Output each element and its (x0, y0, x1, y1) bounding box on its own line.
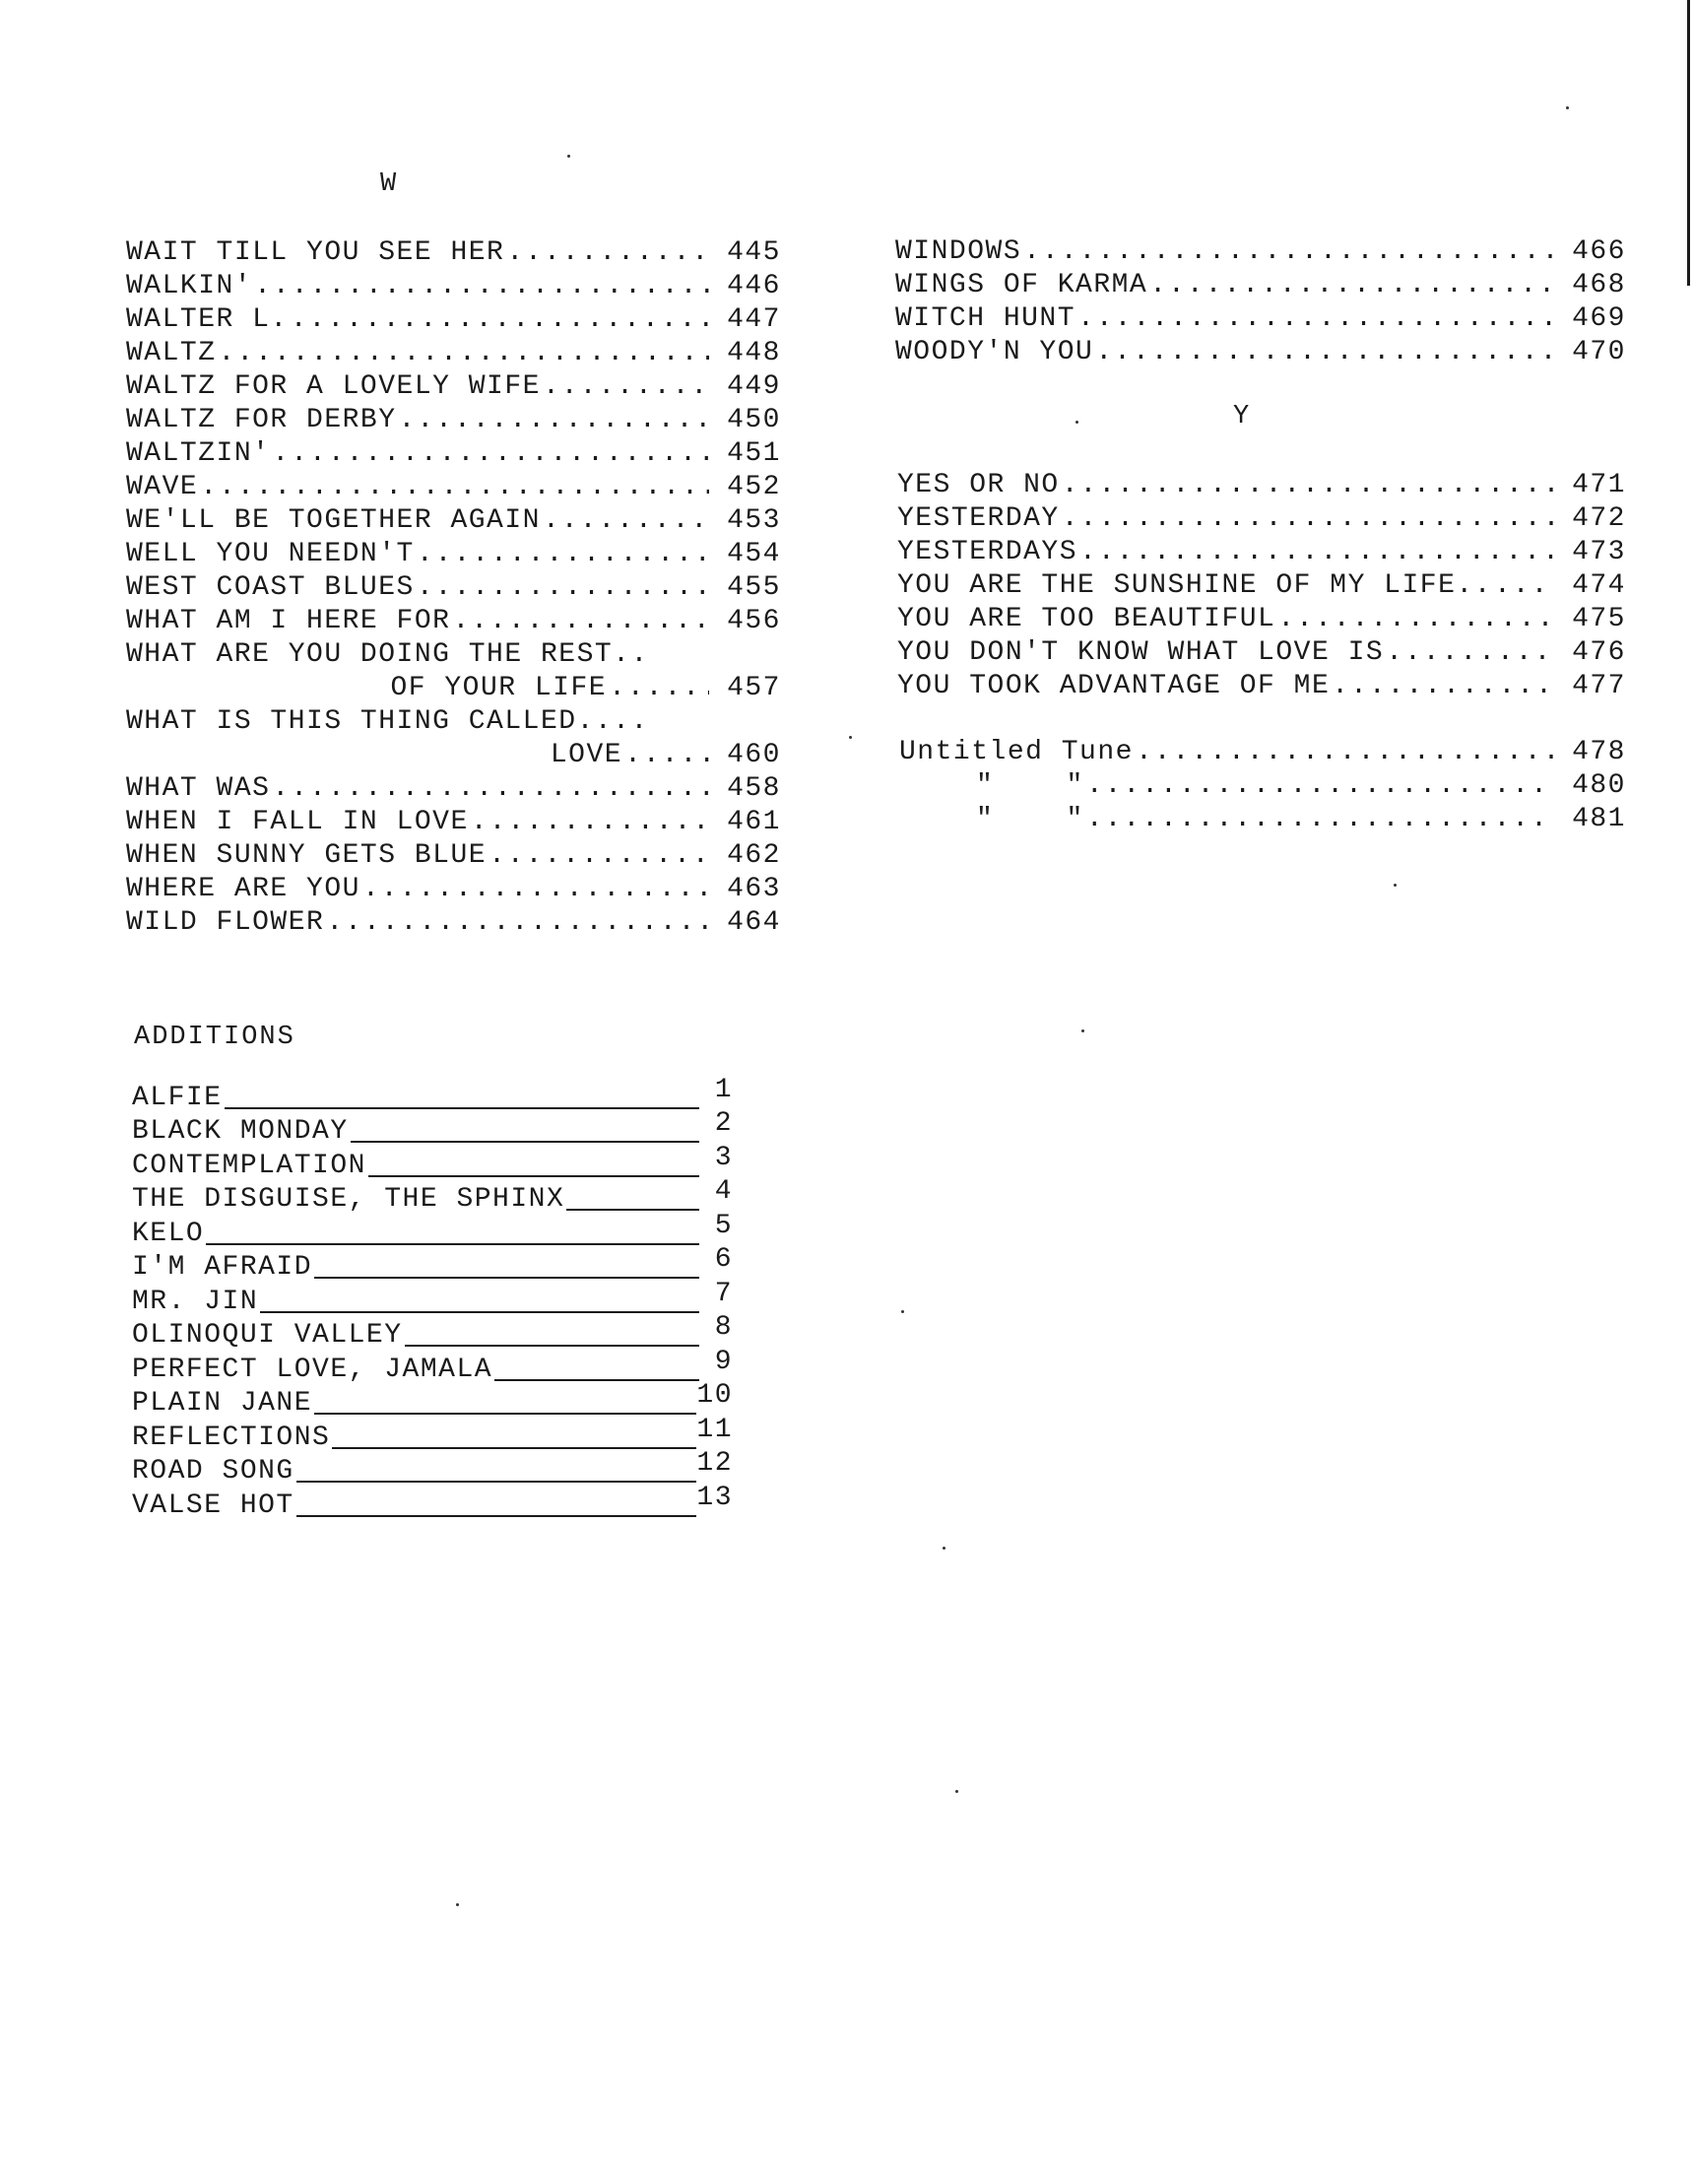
addition-page-number: 4 (714, 1176, 733, 1207)
dot-leader (200, 471, 709, 504)
dot-leader (1079, 536, 1554, 569)
index-entry-wings-of-karma (895, 269, 1626, 302)
index-column-w-left (126, 236, 781, 940)
scan-speck (901, 1310, 904, 1313)
index-entry-waltz-for-a-lovely-wife (126, 370, 781, 404)
entry-page-number: 476 (1572, 637, 1626, 668)
dot-leader (1023, 235, 1554, 269)
index-entry-west-coast-blues (126, 571, 781, 605)
index-column-w-right (895, 235, 1626, 369)
dot-leader (471, 806, 709, 839)
entry-page-number: 451 (727, 438, 781, 469)
addition-entry-olinoqui-valley (132, 1312, 733, 1352)
addition-page-number: 7 (714, 1278, 733, 1309)
entry-title: YOU DON'T KNOW WHAT LOVE IS (897, 637, 1385, 668)
entry-title: WALTZIN' (126, 438, 271, 469)
entry-title: WALTZ FOR DERBY (126, 405, 397, 435)
entry-title: WALKIN' (126, 271, 253, 301)
entry-page-number: 448 (727, 338, 781, 368)
entry-page-number: 453 (727, 505, 781, 536)
entry-page-number: 477 (1572, 671, 1626, 701)
underline-rule (314, 1413, 696, 1415)
addition-title: THE DISGUISE, THE SPHINX (132, 1184, 565, 1215)
entry-page-number: 473 (1572, 537, 1626, 567)
entry-title: WELL YOU NEEDN'T (126, 539, 415, 569)
scan-speck (1566, 106, 1569, 109)
entry-title: " " (976, 770, 1084, 801)
entry-title: WALTZ FOR A LOVELY WIFE (126, 371, 541, 402)
dot-leader (609, 672, 709, 705)
index-entry-you-are-the-sunshine-of-my-life (897, 569, 1626, 603)
index-entry-wait-till-you-see-her (126, 236, 781, 270)
dot-leader (1386, 636, 1554, 670)
entry-title: WHAT WAS (126, 773, 271, 804)
addition-entry-contemplation (132, 1142, 733, 1181)
entry-title: WITCH HUNT (895, 303, 1076, 334)
dot-leader (326, 906, 709, 940)
index-entry-well-you-needn-t (126, 538, 781, 571)
dot-leader (291, 303, 709, 337)
dot-leader (417, 538, 709, 571)
dot-leader (362, 873, 709, 906)
scan-edge-line (1687, 0, 1690, 286)
entry-page-number: 462 (727, 840, 781, 871)
additions-heading: ADDITIONS (134, 1023, 295, 1052)
additions-list (132, 1074, 733, 1521)
index-entry-witch-hunt (895, 302, 1626, 336)
addition-entry-plain-jane (132, 1380, 733, 1420)
addition-title: CONTEMPLATION (132, 1150, 366, 1181)
index-entry-what-am-i-here-for (126, 605, 781, 638)
index-entry-where-are-you (126, 873, 781, 906)
index-entry-untitled-tune (899, 736, 1626, 769)
entry-page-number: 480 (1572, 770, 1626, 801)
entry-page-number: 455 (727, 572, 781, 603)
entry-title: WHAT IS THIS THING CALLED.... (126, 706, 649, 737)
entry-title-continuation: LOVE (550, 740, 623, 770)
entry-page-number: 457 (727, 673, 781, 703)
entry-title: WALTER L. (126, 304, 289, 335)
index-entry-continuation (126, 672, 781, 705)
addition-title: KELO (132, 1218, 205, 1249)
dot-leader (1077, 302, 1554, 336)
entry-title: WHAT AM I HERE FOR (126, 606, 451, 636)
dot-leader (489, 839, 709, 873)
entry-page-number: 463 (727, 874, 781, 904)
index-entry-you-took-advantage-of-me (897, 670, 1626, 703)
index-entry-you-don-t-know-what-love-is (897, 636, 1626, 670)
addition-entry-reflections (132, 1414, 733, 1453)
addition-page-number: 12 (696, 1448, 733, 1479)
underline-rule (566, 1209, 699, 1211)
underline-rule (296, 1515, 697, 1517)
index-entry-what-are-you-doing-the-rest (126, 638, 781, 672)
underline-rule (368, 1175, 699, 1177)
addition-title: PERFECT LOVE, JAMALA (132, 1354, 493, 1385)
index-entry-continuation (126, 739, 781, 772)
dot-leader (1494, 569, 1554, 603)
index-entry-ditto (899, 803, 1626, 836)
dot-leader (1086, 769, 1554, 803)
addition-title: MR. JIN (132, 1286, 259, 1317)
addition-title: REFLECTIONS (132, 1422, 331, 1453)
entry-page-number: 475 (1572, 604, 1626, 634)
addition-entry-valse-hot (132, 1482, 733, 1521)
entry-title: WALTZ (126, 338, 217, 368)
section-heading-w: W (380, 169, 398, 199)
addition-page-number: 3 (714, 1142, 733, 1173)
dot-leader (1277, 603, 1554, 636)
underline-rule (260, 1311, 699, 1313)
addition-title: VALSE HOT (132, 1489, 294, 1521)
entry-title: WAVE (126, 472, 199, 502)
entry-page-number: 478 (1572, 737, 1626, 767)
entry-title: YES OR NO (897, 470, 1060, 500)
scan-speck (1075, 421, 1078, 424)
entry-title: " " (976, 804, 1084, 834)
section-heading-y: Y (1233, 402, 1251, 431)
entry-page-number: 447 (727, 304, 781, 335)
entry-page-number: 471 (1572, 470, 1626, 500)
index-entry-what-was (126, 772, 781, 806)
dot-leader (543, 504, 709, 538)
index-entry-yesterday (897, 502, 1626, 536)
underline-rule (296, 1481, 697, 1483)
entry-title: YOU ARE TOO BEAUTIFUL (897, 604, 1276, 634)
entry-title: WHEN SUNNY GETS BLUE (126, 840, 488, 871)
entry-page-number: 449 (727, 371, 781, 402)
dot-leader (399, 404, 710, 437)
entry-page-number: 458 (727, 773, 781, 804)
index-entry-wild-flower (126, 906, 781, 940)
index-column-y (897, 469, 1626, 703)
underline-rule (314, 1277, 699, 1279)
entry-title: WHEN I FALL IN LOVE (126, 807, 469, 837)
index-column-untitled (899, 736, 1626, 836)
scan-speck (955, 1790, 958, 1793)
entry-page-number: 481 (1572, 804, 1626, 834)
entry-page-number: 460 (727, 740, 781, 770)
entry-page-number: 445 (727, 237, 781, 268)
addition-entry-black-monday (132, 1108, 733, 1148)
entry-title: YOU ARE THE SUNSHINE OF MY LIFE.. (897, 570, 1492, 601)
addition-title: OLINOQUI VALLEY (132, 1320, 403, 1351)
addition-title: BLACK MONDAY (132, 1116, 349, 1147)
addition-title: PLAIN JANE (132, 1388, 313, 1419)
entry-title: WEST COAST BLUES (126, 572, 415, 603)
index-entry-ditto (899, 769, 1626, 803)
entry-page-number: 470 (1572, 337, 1626, 367)
entry-page-number: 466 (1572, 236, 1626, 267)
dot-leader (417, 571, 709, 605)
addition-page-number: 9 (714, 1346, 733, 1377)
dot-leader (543, 370, 709, 404)
scan-speck (456, 1903, 459, 1906)
entry-page-number: 450 (727, 405, 781, 435)
dot-leader (219, 337, 710, 370)
entry-page-number: 446 (727, 271, 781, 301)
entry-title: WINGS OF KARMA (895, 270, 1148, 300)
addition-title: I'M AFRAID (132, 1252, 313, 1283)
entry-page-number: 474 (1572, 570, 1626, 601)
addition-entry-road-song (132, 1448, 733, 1488)
entry-page-number: 464 (727, 907, 781, 938)
index-entry-woody-n-you (895, 336, 1626, 369)
entry-title-continuation: OF YOUR LIFE (390, 673, 608, 703)
index-entry-waltz-for-derby (126, 404, 781, 437)
entry-page-number: 469 (1572, 303, 1626, 334)
addition-entry-mr-jin (132, 1278, 733, 1317)
dot-leader (272, 437, 709, 471)
addition-page-number: 2 (714, 1108, 733, 1139)
dot-leader (1095, 336, 1554, 369)
addition-title: ROAD SONG (132, 1456, 294, 1487)
dot-leader (254, 270, 709, 303)
addition-page-number: 8 (714, 1312, 733, 1343)
underline-rule (494, 1379, 699, 1381)
addition-page-number: 10 (696, 1380, 733, 1411)
entry-title: YOU TOOK ADVANTAGE OF ME (897, 671, 1331, 701)
entry-title: WHERE ARE YOU (126, 874, 360, 904)
underline-rule (206, 1243, 699, 1245)
scan-speck (567, 155, 570, 158)
entry-title: WE'LL BE TOGETHER AGAIN (126, 505, 541, 536)
index-entry-when-sunny-gets-blue (126, 839, 781, 873)
underline-rule (225, 1107, 699, 1109)
addition-page-number: 13 (696, 1482, 733, 1513)
entry-title: WAIT TILL YOU SEE HER (126, 237, 505, 268)
underline-rule (351, 1141, 699, 1143)
addition-entry-i-m-afraid (132, 1244, 733, 1284)
addition-entry-perfect-love-jamala (132, 1346, 733, 1385)
index-entry-we-ll-be-together-again (126, 504, 781, 538)
entry-title: YESTERDAY (897, 503, 1060, 534)
underline-rule (405, 1345, 699, 1347)
entry-page-number: 456 (727, 606, 781, 636)
entry-page-number: 454 (727, 539, 781, 569)
scan-speck (1394, 884, 1397, 887)
addition-entry-the-disguise-the-sphinx (132, 1176, 733, 1216)
addition-entry-alfie (132, 1074, 733, 1113)
index-entry-waltzin (126, 437, 781, 471)
dot-leader (1062, 502, 1554, 536)
entry-title: WINDOWS (895, 236, 1022, 267)
entry-title: WILD FLOWER (126, 907, 325, 938)
entry-title: WOODY'N YOU (895, 337, 1094, 367)
scan-speck (943, 1547, 945, 1550)
index-entry-yes-or-no (897, 469, 1626, 502)
entry-page-number: 452 (727, 472, 781, 502)
entry-title: YESTERDAYS (897, 537, 1078, 567)
entry-page-number: 461 (727, 807, 781, 837)
scan-speck (849, 736, 852, 739)
index-entry-walter-l (126, 303, 781, 337)
dot-leader (1062, 469, 1554, 502)
scan-speck (1081, 1029, 1084, 1032)
index-entry-what-is-this-thing-called (126, 705, 781, 739)
addition-page-number: 5 (714, 1210, 733, 1241)
index-entry-when-i-fall-in-love (126, 806, 781, 839)
underline-rule (332, 1447, 696, 1449)
index-entry-waltz (126, 337, 781, 370)
dot-leader (452, 605, 709, 638)
index-entry-you-are-too-beautiful (897, 603, 1626, 636)
dot-leader (272, 772, 709, 806)
dot-leader (624, 739, 709, 772)
entry-title: WHAT ARE YOU DOING THE REST.. (126, 639, 649, 670)
index-entry-yesterdays (897, 536, 1626, 569)
dot-leader (1136, 736, 1554, 769)
index-entry-windows (895, 235, 1626, 269)
entry-title: Untitled Tune (899, 737, 1134, 767)
index-entry-walkin (126, 270, 781, 303)
dot-leader (506, 236, 709, 270)
addition-page-number: 6 (714, 1244, 733, 1275)
index-entry-wave (126, 471, 781, 504)
addition-entry-kelo (132, 1210, 733, 1249)
addition-page-number: 1 (714, 1074, 733, 1105)
dot-leader (1086, 803, 1554, 836)
addition-title: ALFIE (132, 1082, 223, 1113)
entry-page-number: 468 (1572, 270, 1626, 300)
entry-page-number: 472 (1572, 503, 1626, 534)
addition-page-number: 11 (696, 1414, 733, 1445)
dot-leader (1332, 670, 1554, 703)
dot-leader (1149, 269, 1554, 302)
